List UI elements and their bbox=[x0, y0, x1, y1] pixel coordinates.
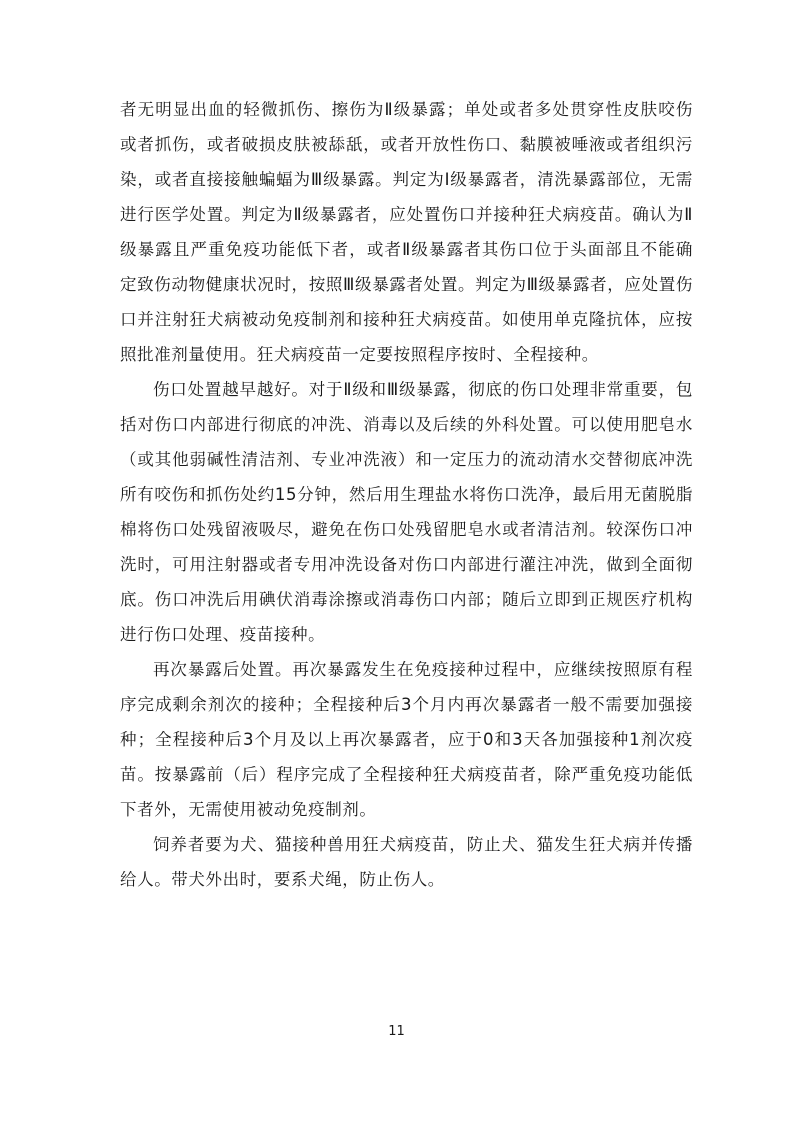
page-number: 11 bbox=[388, 1024, 405, 1039]
paragraph-pet-owners: 饲养者要为犬、猫接种兽用狂犬病疫苗，防止犬、猫发生狂犬病并传播给人。带犬外出时，要系犬绳，防止伤人。 bbox=[120, 835, 693, 889]
body-text bbox=[120, 92, 693, 897]
paragraph-re-exposure: 再次暴露后处置。再次暴露发生在免疫接种过程中，应继续按照原有程序完成剩余剂次的接种；全程接种后3个月内再次暴露者一般不需要加强接种；全程接种后3个月及以上再次暴露者，应于0和3天各加强接种1剂次疫苗。按暴露前（后）程序完成了全程接种狂犬病疫苗者，除严重免疫功能低下者外，无需使用被动免疫制剂。 bbox=[120, 660, 693, 819]
paragraph-wound-treatment: 伤口处置越早越好。对于Ⅱ级和Ⅲ级暴露，彻底的伤口处理非常重要，包括对伤口内部进行彻底的冲洗、消毒以及后续的外科处置。可以使用肥皂水（或其他弱碱性清洁剂、专业冲洗液）和一定压力的流动清水交替彻底冲洗所有咬伤和抓伤处约15分钟，然后用生理盐水将伤口洗净，最后用无菌脱脂棉将伤口处残留液吸尽，避免在伤口处残留肥皂水或者清洁剂。较深伤口冲洗时，可用注射器或者专用冲洗设备对伤口内部进行灌注冲洗，做到全面彻底。伤口冲洗后用碘伏消毒涂擦或消毒伤口内部；随后立即到正规医疗机构进行伤口处理、疫苗接种。 bbox=[120, 380, 693, 644]
paragraph-continued: 者无明显出血的轻微抓伤、擦伤为Ⅱ级暴露；单处或者多处贯穿性皮肤咬伤或者抓伤，或者破损皮肤被舔舐，或者开放性伤口、黏膜被唾液或者组织污染，或者直接接触蝙蝠为Ⅲ级暴露。判定为Ⅰ级暴露者，清洗暴露部位，无需进行医学处置。判定为Ⅱ级暴露者，应处置伤口并接种狂犬病疫苗。确认为Ⅱ级暴露且严重免疫功能低下者，或者Ⅱ级暴露者其伤口位于头面部且不能确定致伤动物健康状况时，按照Ⅲ级暴露者处置。判定为Ⅲ级暴露者，应处置伤口并注射狂犬病被动免疫制剂和接种狂犬病疫苗。如使用单克隆抗体，应按照批准剂量使用。狂犬病疫苗一定要按照程序按时、全程接种。 bbox=[120, 100, 693, 364]
